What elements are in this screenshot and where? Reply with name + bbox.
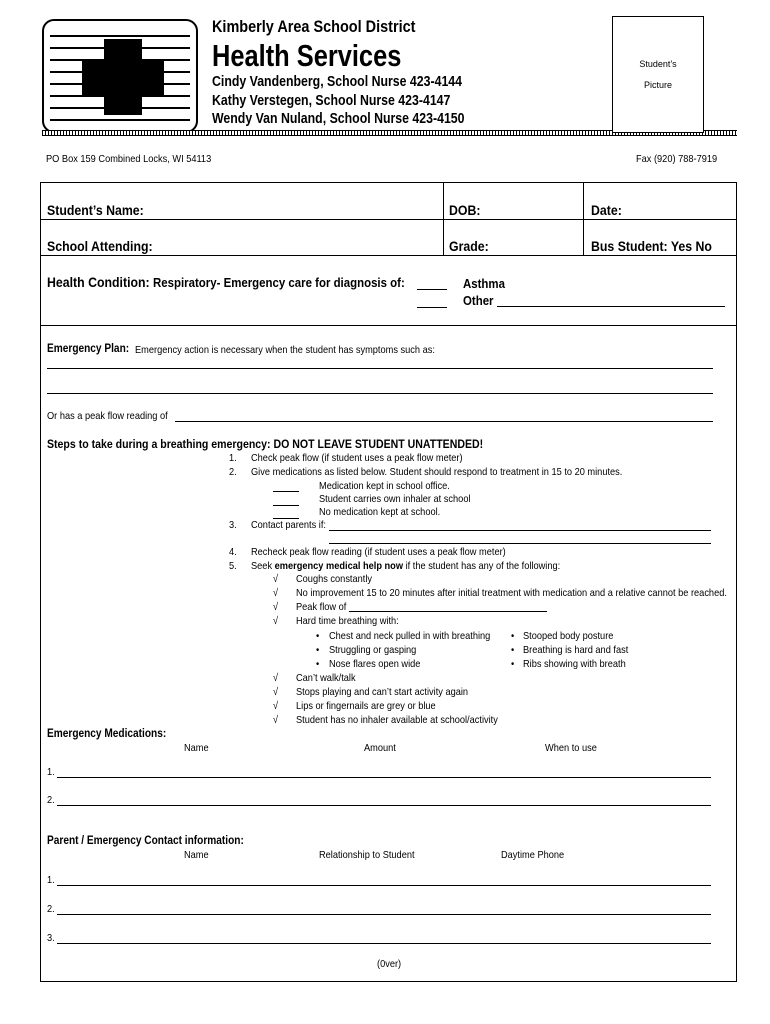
- sign-chest-neck: Chest and neck pulled in with breathing: [329, 630, 491, 642]
- asthma-label: Asthma: [463, 276, 505, 291]
- sign-ribs: Ribs showing with breath: [523, 658, 626, 670]
- sign-nose-flares: Nose flares open wide: [329, 658, 421, 670]
- emergency-plan-text: Emergency action is necessary when the student has symptoms such as:: [135, 344, 435, 356]
- photo-label-2: Picture: [643, 80, 672, 90]
- step-5-post: if the student has any of the following:: [405, 560, 561, 572]
- medication-input-1[interactable]: [57, 777, 711, 778]
- contact-row-num: 3.: [47, 932, 55, 944]
- nurse-contact-1: Cindy Vandenberg, School Nurse 423-4144: [212, 74, 463, 90]
- sign-stooped: Stooped body posture: [523, 630, 614, 642]
- symptom-stops-playing: Stops playing and can’t start activity again: [296, 686, 469, 698]
- bullet-icon: •: [511, 630, 515, 642]
- date-field[interactable]: Date:: [591, 202, 622, 218]
- sign-struggling: Struggling or gasping: [329, 644, 417, 656]
- med-option-office: Medication kept in school office.: [319, 480, 450, 492]
- page-title: Health Services: [212, 38, 402, 73]
- step-2: Give medications as listed below. Student should respond to treatment in 15 to 20 minutes.: [251, 466, 623, 478]
- over-page-note: (0ver): [377, 958, 402, 970]
- students-name-field[interactable]: Student’s Name:: [47, 202, 144, 218]
- contact-input-2[interactable]: [57, 914, 711, 915]
- step-5-bold: emergency medical help now: [274, 560, 404, 572]
- med-row-num: 2.: [47, 794, 55, 806]
- asthma-checkbox[interactable]: [417, 289, 447, 290]
- medication-input-2[interactable]: [57, 805, 711, 806]
- health-cross-logo: [42, 19, 198, 133]
- step-number: 3.: [229, 519, 237, 531]
- symptoms-line-1[interactable]: [47, 368, 713, 369]
- symptom-peak-flow-input[interactable]: [349, 611, 547, 612]
- symptoms-line-2[interactable]: [47, 393, 713, 394]
- bullet-icon: •: [511, 644, 515, 656]
- other-checkbox[interactable]: [417, 307, 447, 308]
- contact-row-num: 2.: [47, 903, 55, 915]
- bus-student-field[interactable]: Bus Student: Yes No: [591, 238, 712, 254]
- checkmark-icon: √: [273, 672, 279, 684]
- sign-breathing-fast: Breathing is hard and fast: [523, 644, 629, 656]
- dob-field[interactable]: DOB:: [449, 202, 481, 218]
- health-condition-label: Health Condition:: [47, 274, 150, 290]
- med-col-name: Name: [184, 742, 209, 754]
- mailing-address: PO Box 159 Combined Locks, WI 54113: [46, 153, 212, 165]
- contact-info-label: Parent / Emergency Contact information:: [47, 835, 244, 847]
- other-diagnosis-input[interactable]: [497, 306, 725, 307]
- peak-flow-label: Or has a peak flow reading of: [47, 410, 168, 422]
- symptom-coughs: Coughs constantly: [296, 573, 373, 585]
- emergency-plan-label: Emergency Plan:: [47, 343, 130, 355]
- checkmark-icon: √: [273, 601, 279, 613]
- step-1: Check peak flow (if student uses a peak flow meter): [251, 452, 463, 464]
- bullet-icon: •: [316, 630, 320, 642]
- symptom-lips-grey: Lips or fingernails are grey or blue: [296, 700, 436, 712]
- emergency-medications-label: Emergency Medications:: [47, 728, 167, 740]
- step-3: Contact parents if:: [251, 519, 326, 531]
- district-name: Kimberly Area School District: [212, 17, 416, 36]
- nurse-contact-2: Kathy Verstegen, School Nurse 423-4147: [212, 93, 451, 109]
- checkmark-icon: √: [273, 700, 279, 712]
- grade-field[interactable]: Grade:: [449, 238, 489, 254]
- health-plan-form: [40, 182, 737, 982]
- med-option-checkbox[interactable]: [273, 505, 299, 506]
- step-4: Recheck peak flow reading (if student uses a peak flow meter): [251, 546, 506, 558]
- symptom-hard-breathing: Hard time breathing with:: [296, 615, 399, 627]
- other-label: Other: [463, 293, 494, 308]
- contact-input-1[interactable]: [57, 885, 711, 886]
- symptom-no-inhaler: Student has no inhaler available at school/activity: [296, 714, 498, 726]
- step-number: 2.: [229, 466, 237, 478]
- nurse-contact-3: Wendy Van Nuland, School Nurse 423-4150: [212, 111, 465, 127]
- med-col-when: When to use: [545, 742, 597, 754]
- checkmark-icon: √: [273, 686, 279, 698]
- bullet-icon: •: [316, 658, 320, 670]
- fax-number: Fax (920) 788-7919: [636, 153, 718, 165]
- med-option-inhaler: Student carries own inhaler at school: [319, 493, 471, 505]
- med-row-num: 1.: [47, 766, 55, 778]
- peak-flow-input[interactable]: [175, 421, 713, 422]
- med-option-none: No medication kept at school.: [319, 506, 441, 518]
- contact-input-3[interactable]: [57, 943, 711, 944]
- med-option-checkbox[interactable]: [273, 491, 299, 492]
- contact-parents-input-2[interactable]: [329, 543, 711, 544]
- contact-col-phone: Daytime Phone: [501, 849, 565, 861]
- health-condition-text: Respiratory- Emergency care for diagnosis of:: [153, 275, 405, 290]
- bullet-icon: •: [316, 644, 320, 656]
- checkmark-icon: √: [273, 615, 279, 627]
- bullet-icon: •: [511, 658, 515, 670]
- contact-col-relationship: Relationship to Student: [319, 849, 415, 861]
- step-5-pre: Seek: [251, 560, 273, 572]
- school-attending-field[interactable]: School Attending:: [47, 238, 153, 254]
- photo-label-1: Student’s: [639, 59, 677, 69]
- checkmark-icon: √: [273, 573, 279, 585]
- contact-row-num: 1.: [47, 874, 55, 886]
- symptom-cant-walk: Can’t walk/talk: [296, 672, 356, 684]
- step-5: [251, 560, 560, 572]
- step-number: 5.: [229, 560, 237, 572]
- symptom-peak-flow: Peak flow of: [296, 601, 347, 613]
- student-picture-box[interactable]: [612, 16, 704, 133]
- symptom-no-improvement: No improvement 15 to 20 minutes after initial treatment with medication and a relative cannot be reached.: [296, 587, 727, 599]
- contact-col-name: Name: [184, 849, 209, 861]
- contact-parents-input[interactable]: [329, 530, 711, 531]
- checkmark-icon: √: [273, 714, 279, 726]
- step-number: 4.: [229, 546, 237, 558]
- steps-heading: Steps to take during a breathing emergency: DO NOT LEAVE STUDENT UNATTENDED!: [47, 437, 484, 451]
- med-col-amount: Amount: [364, 742, 396, 754]
- checkmark-icon: √: [273, 587, 279, 599]
- step-number: 1.: [229, 452, 237, 464]
